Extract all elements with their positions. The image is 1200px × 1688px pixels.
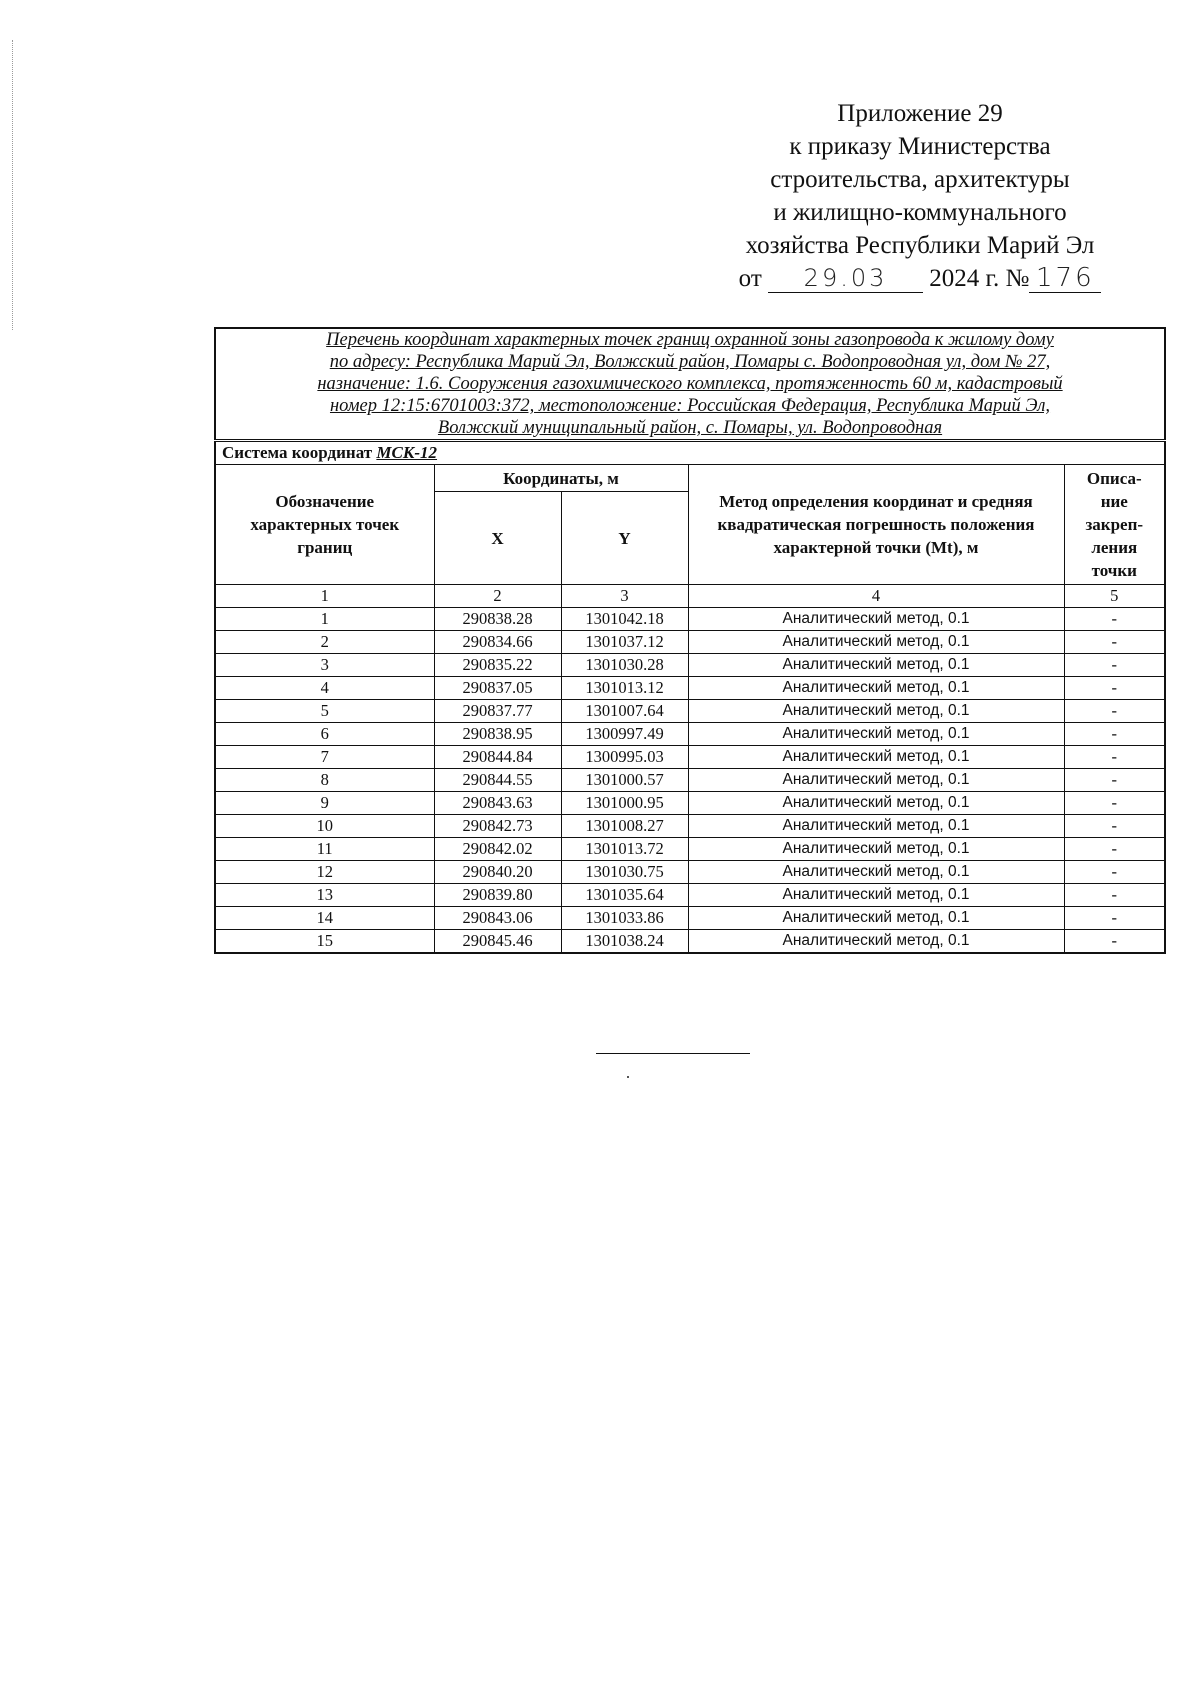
point-number: 12: [215, 861, 434, 884]
column-number: 5: [1064, 585, 1165, 608]
coord-x: 290843.06: [434, 907, 561, 930]
point-number: 11: [215, 838, 434, 861]
table-row: [215, 654, 1165, 677]
point-number: 14: [215, 907, 434, 930]
point-description: -: [1064, 677, 1165, 700]
point-number: 2: [215, 631, 434, 654]
coordinate-system-row: [215, 441, 1165, 465]
title-line: Волжский муниципальный район, с. Помары, ул. Водопроводная: [437, 418, 943, 438]
coord-x: 290837.05: [434, 677, 561, 700]
coord-x: 290835.22: [434, 654, 561, 677]
title-line: по адресу: Республика Марий Эл, Волжский район, Помары с. Водопроводная ул, дом № 27,: [329, 352, 1051, 372]
column-number: 4: [688, 585, 1064, 608]
column-number: 1: [215, 585, 434, 608]
method: Аналитический метод, 0.1: [688, 838, 1064, 861]
coord-x: 290839.80: [434, 884, 561, 907]
point-description: -: [1064, 930, 1165, 954]
method: Аналитический метод, 0.1: [688, 608, 1064, 631]
method: Аналитический метод, 0.1: [688, 700, 1064, 723]
point-description: -: [1064, 838, 1165, 861]
table-row: [215, 769, 1165, 792]
method: Аналитический метод, 0.1: [688, 654, 1064, 677]
coord-x: 290838.28: [434, 608, 561, 631]
coord-x: 290844.84: [434, 746, 561, 769]
method: Аналитический метод, 0.1: [688, 907, 1064, 930]
coord-y: 1301008.27: [561, 815, 688, 838]
point-number: 9: [215, 792, 434, 815]
method: Аналитический метод, 0.1: [688, 769, 1064, 792]
coordinates-table: [214, 327, 1166, 954]
coord-y: 1301037.12: [561, 631, 688, 654]
coord-x: 290838.95: [434, 723, 561, 746]
coord-y: 1301030.28: [561, 654, 688, 677]
point-number: 5: [215, 700, 434, 723]
method: Аналитический метод, 0.1: [688, 930, 1064, 954]
header-coordinates: Координаты, м: [434, 465, 688, 492]
method: Аналитический метод, 0.1: [688, 723, 1064, 746]
point-number: 7: [215, 746, 434, 769]
coord-y: 1301038.24: [561, 930, 688, 954]
point-number: 8: [215, 769, 434, 792]
coord-y: 1301000.95: [561, 792, 688, 815]
coord-y: 1301007.64: [561, 700, 688, 723]
coord-x: 290840.20: [434, 861, 561, 884]
table-row: [215, 746, 1165, 769]
coord-y: 1301030.75: [561, 861, 688, 884]
coord-y: 1301013.72: [561, 838, 688, 861]
appendix-header: [720, 97, 1120, 295]
table-row: [215, 723, 1165, 746]
handwritten-order-number: 176: [1029, 264, 1101, 293]
table-row: [215, 815, 1165, 838]
coord-x: 290837.77: [434, 700, 561, 723]
table-row: [215, 838, 1165, 861]
point-number: 13: [215, 884, 434, 907]
year-label: 2024 г. №: [929, 265, 1030, 292]
point-description: -: [1064, 884, 1165, 907]
order-line: к приказу Министерства: [789, 133, 1051, 160]
coord-y: 1301035.64: [561, 884, 688, 907]
table-row: [215, 792, 1165, 815]
method: Аналитический метод, 0.1: [688, 815, 1064, 838]
point-number: 4: [215, 677, 434, 700]
point-description: -: [1064, 815, 1165, 838]
column-number: 3: [561, 585, 688, 608]
coordinate-system-label: Система координат: [222, 443, 373, 462]
ministry-line-1: строительства, архитектуры: [770, 166, 1070, 193]
date-prefix: от: [738, 265, 762, 292]
title-line: номер 12:15:6701003:372, местоположение: Российская Федерация, Республика Марий Эл,: [329, 396, 1051, 416]
point-description: -: [1064, 700, 1165, 723]
point-number: 6: [215, 723, 434, 746]
column-number: 2: [434, 585, 561, 608]
point-number: 1: [215, 608, 434, 631]
coord-x: 290845.46: [434, 930, 561, 954]
point-number: 10: [215, 815, 434, 838]
table-row: [215, 677, 1165, 700]
point-description: -: [1064, 861, 1165, 884]
method: Аналитический метод, 0.1: [688, 884, 1064, 907]
table-row: [215, 608, 1165, 631]
coord-y: 1301042.18: [561, 608, 688, 631]
header-description: Описа- ние закреп- ления точки: [1064, 465, 1165, 585]
table-row: [215, 930, 1165, 954]
point-number: 3: [215, 654, 434, 677]
table-row: [215, 884, 1165, 907]
scan-edge-mark: [12, 40, 14, 330]
method: Аналитический метод, 0.1: [688, 631, 1064, 654]
method: Аналитический метод, 0.1: [688, 861, 1064, 884]
point-description: -: [1064, 769, 1165, 792]
point-description: -: [1064, 746, 1165, 769]
header-method: Метод определения координат и средняя квадратическая погрешность положения характерной точки (Mt), м: [688, 465, 1064, 585]
coord-y: 1301013.12: [561, 677, 688, 700]
coord-y: 1300997.49: [561, 723, 688, 746]
title-line: Перечень координат характерных точек границ охранной зоны газопровода к жилому дому: [326, 330, 1054, 350]
point-number: 15: [215, 930, 434, 954]
method: Аналитический метод, 0.1: [688, 677, 1064, 700]
coord-y: 1300995.03: [561, 746, 688, 769]
title-line: назначение: 1.6. Сооружения газохимического комплекса, протяженность 60 м, кадастровый: [317, 374, 1063, 394]
table-row: [215, 700, 1165, 723]
scan-dot: [627, 1076, 629, 1078]
point-description: -: [1064, 792, 1165, 815]
point-description: -: [1064, 907, 1165, 930]
method: Аналитический метод, 0.1: [688, 746, 1064, 769]
table-row: [215, 631, 1165, 654]
coord-x: 290842.73: [434, 815, 561, 838]
point-description: -: [1064, 608, 1165, 631]
handwritten-date: 29.03: [768, 264, 923, 293]
coord-x: 290843.63: [434, 792, 561, 815]
coord-x: 290844.55: [434, 769, 561, 792]
ministry-line-3: хозяйства Республики Марий Эл: [745, 232, 1095, 259]
point-description: -: [1064, 631, 1165, 654]
method: Аналитический метод, 0.1: [688, 792, 1064, 815]
coord-x: 290842.02: [434, 838, 561, 861]
header-points: Обозначение характерных точек границ: [215, 465, 434, 585]
table-row: [215, 861, 1165, 884]
coord-y: 1301033.86: [561, 907, 688, 930]
coord-x: 290834.66: [434, 631, 561, 654]
point-description: -: [1064, 723, 1165, 746]
date-line: [720, 262, 1120, 295]
header-x: X: [434, 492, 561, 585]
table-row: [215, 907, 1165, 930]
point-description: -: [1064, 654, 1165, 677]
table-title: [215, 328, 1165, 441]
appendix-title: Приложение 29: [837, 100, 1003, 127]
header-y: Y: [561, 492, 688, 585]
end-rule: [596, 1053, 750, 1054]
coordinate-system-value: МСК-12: [376, 443, 438, 462]
coord-y: 1301000.57: [561, 769, 688, 792]
ministry-line-2: и жилищно-коммунального: [773, 199, 1067, 226]
